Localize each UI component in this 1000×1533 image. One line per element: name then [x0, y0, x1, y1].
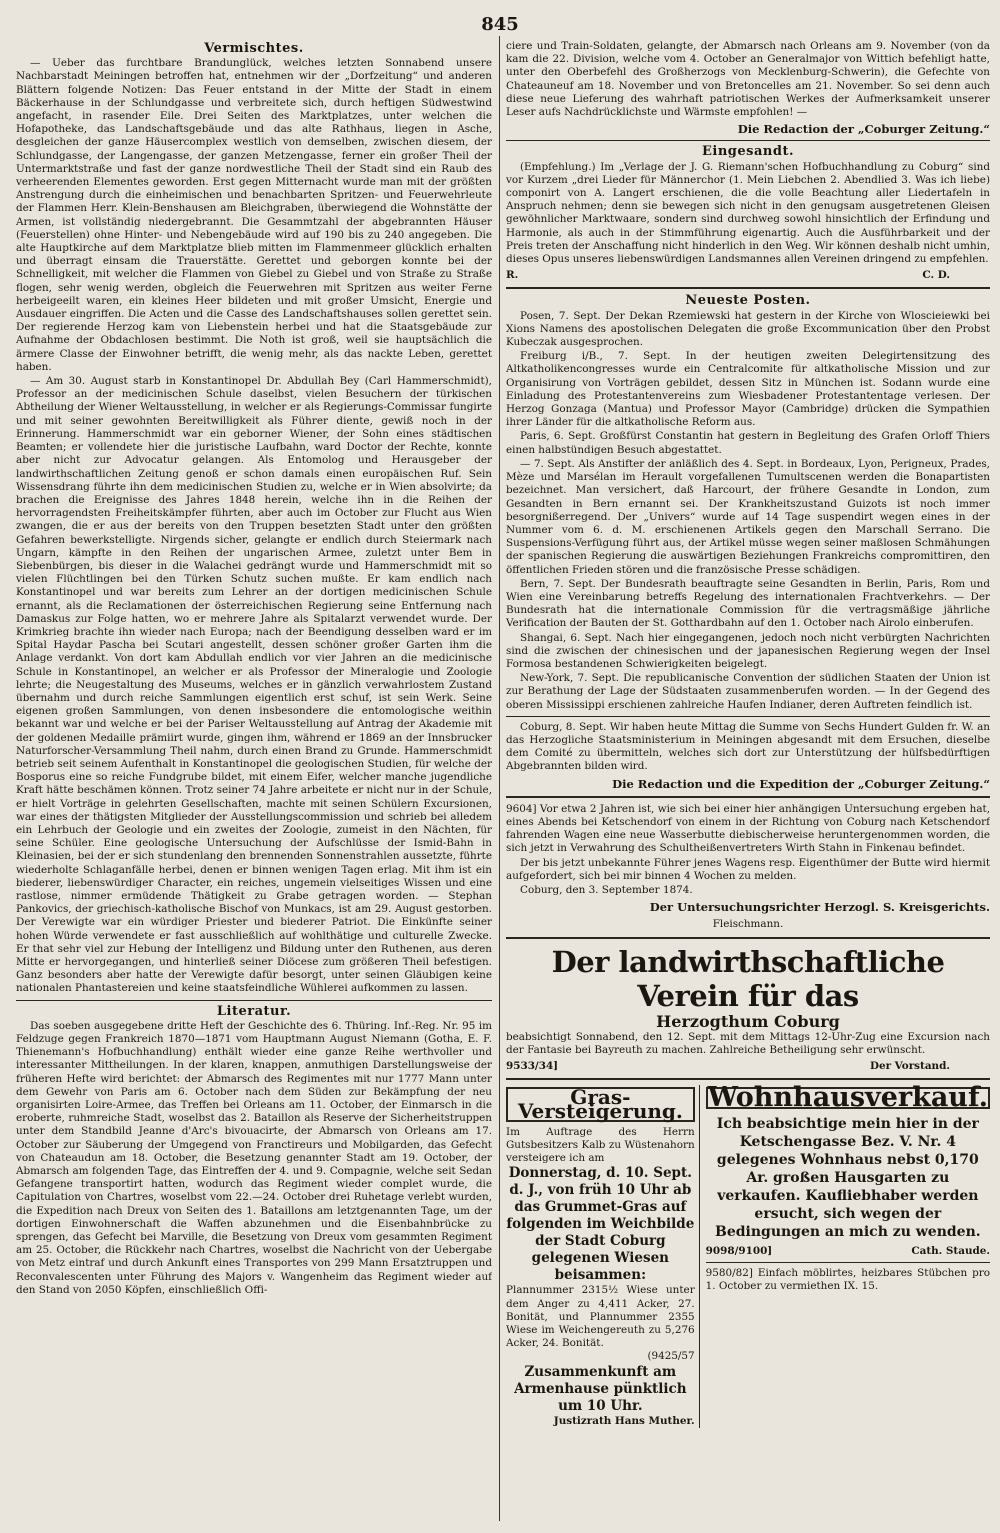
section-heading-posten: Neueste Posten.: [685, 293, 811, 309]
sig-left: R.: [506, 269, 519, 282]
ad-gras-meet: Zusammenkunft am Armenhause pünktlich um 10 Uhr.: [514, 1363, 687, 1414]
ad-gras-big: Donnerstag, d. 10. Sept. d. J., von früh 10 Uhr ab das Grummet-Gras auf folgenden im Weichbilde der Stadt Coburg gelegenen Wiesen beisammen:: [506, 1165, 695, 1284]
article-continuation: ciere und Train-Soldaten, gelangte, der Abmarsch nach Orleans am 9. November (von da kam die 22. Division, welche vom 4. October an Generalmajor von Wittich befehligt hatte, unter den Oberbefehl des Großherzogs von Mecklenburg-Schwerin), die Gefechte von Chateauneuf am 18. November und von Bretoncelles am 21. November. So sei denn auch diese neue Lieferung des wahrhaft patriotischen Werkes der Aufmerksamkeit unserer Leser aufs Nachdrücklichste und Wärmste empfohlen! —: [506, 40, 990, 119]
section-rule: [506, 796, 990, 798]
ad-gras: [506, 1085, 700, 1427]
ad-verein-text: beabsichtigt Sonnabend, den 12. Sept. mit dem Mittags 12-Uhr-Zug eine Excursion nach der Fantasie bei Bayreuth zu machen. Zahlreiche Betheiligung sehr erwünscht.: [506, 1030, 990, 1056]
ad-wohnhaus-title: Wohnhausverkauf.: [707, 1082, 988, 1114]
ad-wohnhaus-signature: Cath. Staude.: [911, 1244, 990, 1257]
news-item: Shangai, 6. Sept. Nach hier eingegangenen, jedoch noch nicht verbürgten Nachrichten sind die zwischen der chinesischen und der japanesischen Regierung wegen der Insel Formosa bestandenen Schwierigkeiten beigelegt.: [506, 631, 990, 670]
news-item: — 7. Sept. Als Anstifter der anläßlich des 4. Sept. in Bordeaux, Lyon, Perigneux, Prades, Mèze und Marsélan im Herault vorgefallenen Tumultscenen werden die Bonapartisten bezeichnet. Man versichert, daß Harcourt, der frühere Gesandte in London, zum Gesandten in Bern ernannt sei. Der Krankheitszustand Guizots ist noch immer besorgnißerregend. Der „Univers“ wurde auf 14 Tage suspendirt wegen eines in der Nummer vom 6. d. M. erschienenen Artikels gegen den Marschall Serrano. Die Suspensions-Verfügung führt aus, der Artikel müsse wegen seiner maßlosen Schmähungen der spanischen Regierung die auswärtigen Beziehungen Frankreichs compromittiren, den öffentlichen Frieden stören und die französische Presse schädigen.: [506, 457, 990, 576]
eingesandt-text: (Empfehlung.) Im „Verlage der J. G. Riemann'schen Hofbuchhandlung zu Coburg“ sind vor Kurzem „drei Lieder für Männerchor (1. Mein Liebchen 2. Abendlied 3. Was ich liebe) componirt von A. Langert erschienen, die die volle Beachtung aller Liedertafeln in Anspruch nehmen; denn sie bewegen sich nicht in den genugsam ausgetretenen Gleisen gewöhnlicher Marktwaare, sondern sind durchweg sowohl hinsichtlich der Erfindung und Harmonie, als auch in der Stimmführung eigenartig. Auch die Ausführbarkeit und der Preis treten der Anschaffung nicht hinderlich in den Weg. Wir können deshalb nicht umhin, dieses Opus unseres liebenswürdigen Landsmannes allen Vereinen dringend zu empfehlen.: [506, 160, 990, 266]
section-rule: [16, 1000, 492, 1001]
news-item: Paris, 6. Sept. Großfürst Constantin hat gestern in Begleitung des Grafen Orloff Thiers einen halbstündigen Besuch abgestattet.: [506, 430, 990, 456]
ad-wasserbutte-signature: Der Untersuchungsrichter Herzogl. S. Kreisgerichts.: [649, 900, 990, 915]
article-paragraph: Das soeben ausgegebene dritte Heft der Geschichte des 6. Thüring. Inf.-Reg. Nr. 95 im Feldzuge gegen Frankreich 1870—1871 vom Hauptmann August Niemann (Gotha, E. F. Thienemann's Hofbuchhandlung) enthält wieder eine ganze Reihe werthvoller und interessanter Mittheilungen. In der klaren, knappen, anmuthigen Darstellungsweise der früheren Hefte wird berichtet: der Abmarsch des Regimentes mit nur 1777 Mann unter dem Gewehr von Paris am 6. October nach dem Süden zur Bekämpfung der neu organisirten Loire-Armee, das Treffen bei Orleans am 11. October, der Einmarsch in die eroberte, ruhmreiche Stadt, woselbst das 2. Bataillon als Reserve der Sicherheitstruppen unter dem Standbild Jeanne d'Arc's bivouacirte, der Abmarsch von Orleans am 17. October zur Säuberung der Umgegend von Franctireurs und Mobilgarden, das Gefecht von Chateaudun am 18. October, die Besetzung genannter Stadt am 19. October, der Abmarsch am folgenden Tage, das Eintreffen der 4. und 9. Compagnie, welche seit Sedan Gefangene transportirt hatten, wodurch das Regiment wieder complet wurde, die Capitulation von Chartres, woselbst vom 22.—24. October drei Ruhetage verlebt wurden, die Expedition nach Dreux von Seiten des 1. Bataillons am letztgenannten Tage, um der dortigen Einwohnerschaft die Waffen abzunehmen und die Eisenbahnbrücke zu sprengen, das Gefecht bei Marville, die Besetzung von Dreux vom gesammten Regiment am 25. October, die Rückkehr nach Chartres, woselbst die Nachricht von der Uebergabe von Metz eintraf und durch Ankunft eines Transportes von 299 Mann Ersatztruppen und Reconvalescenten unter Führung des Majors v. Wangenheim das Regiment wieder auf den Stand von 2050 Köpfen, einschließlich Offi-: [16, 1019, 492, 1296]
ad-verein-ref: 9533/34]: [506, 1060, 559, 1073]
column-divider: [499, 36, 500, 1521]
ad-row: [506, 1082, 990, 1427]
page-number: 845: [481, 14, 519, 35]
news-item: New-York, 7. Sept. Die republicanische Convention der südlichen Staaten der Union ist zur Berathung der Lage der Südstaaten zusammenberufen worden. — In der Gegend des oberen Mississippi erschienen zahlreiche Haufen Indianer, deren Auftreten feindlich ist.: [506, 672, 990, 711]
ad-wohnhaus: [705, 1082, 990, 1427]
section-rule: [706, 1262, 990, 1263]
right-column: [506, 40, 990, 1518]
news-item: Bern, 7. Sept. Der Bundesrath beauftragte seine Gesandten in Berlin, Paris, Rom und Wien eine Vereinbarung betreffs Regelung des internationalen Frachtverkehrs. — Der Bundesrath hat die internationale Commission für die vertragsmäßige jährliche Verification der Bauten der St. Gotthardbahn auf den 1. October nach Airolo einberufen.: [506, 577, 990, 630]
ad-verein-footer: [506, 1060, 990, 1073]
ad-verein-title: Der landwirthschaftliche Verein für das: [551, 944, 945, 1013]
section-rule: [506, 716, 990, 717]
article-paragraph: — Ueber das furchtbare Brandunglück, welches letzten Sonnabend unsere Nachbarstadt Meiningen betroffen hat, entnehmen wir der „Dorfzeitung“ und anderen Blättern folgende Notizen: Das Feuer entstand in der Mitte der Stadt in einem Bäckerhause in der Schlundgasse und verbreitete sich, durch heftigen Südwestwind angefacht, in rasender Eile. Drei Seiten des Marktplatzes, unter welchen die Hofapotheke, das Landschaftsgebäude und das alte Rathhaus, liegen in Asche, desgleichen der ganze Häusercomplex westlich von demselben, zwischen diesem, der Schlundgasse, der Langengasse, der ganzen Metzengasse, ferner ein großer Theil der Untermarktstraße und fast der ganze nordwestliche Theil der Stadt sind ein Raub des verheerenden Elementes geworden. Erst gegen Mitternacht wurde man mit der größten Anstrengung durch die einheimischen und benachbarten Spritzen- und Feuerwehrleute der Flammen Herr. Klein-Benshausen am Bleichgraben, überwiegend die Wohnstätte der Armen, ist vollständig niedergebrannt. Die Gesammtzahl der abgebrannten Häuser (Feuerstellen) ohne Hinter- und Nebengebäude wird auf 190 bis zu 240 angegeben. Die alte Hauptkirche auf dem Marktplatze blieb mitten im Flammenmeer glücklich erhalten und überragt einsam die Trauerstätte. Gerettet und geborgen konnte bei der Schnelligkeit, mit welcher die Flammen von Giebel zu Giebel und von Straße zu Straße flogen, sehr wenig werden, obgleich die Feuerwehren mit Spritzen aus weiter Ferne herbeigeeilt waren, ein kleines Heer bildeten und mit großer Umsicht, Energie und Ausdauer eingriffen. Die Acten und die Casse des Landschaftshauses sollen gerettet sein. Der regierende Herzog kam von Liebenstein herbei und hat die Staatsgebäude zur Aufnahme der Obdachlosen bestimmt. Die Noth ist groß, weil sie hauptsächlich die ärmere Classe der Einwohner betrifft, die wenig mehr, als das nackte Leben, gerettet haben.: [16, 57, 492, 373]
ad-gras-signature: Justizrath Hans Muther.: [553, 1414, 695, 1427]
left-column: [16, 40, 492, 1518]
editor-signature: Die Redaction der „Coburger Zeitung.“: [737, 122, 990, 137]
ad-verein-signature: Der Vorstand.: [869, 1060, 950, 1073]
section-rule: [506, 1078, 990, 1080]
section-rule: [506, 140, 990, 141]
ad-verein-subtitle: Herzogthum Coburg: [656, 1011, 840, 1031]
ad-wohnhaus-ref: 9098/9100]: [705, 1244, 773, 1257]
ad-wasserbutte-name: Fleischmann.: [712, 918, 784, 931]
ad-wasserbutte-text2: Der bis jetzt unbekannte Führer jenes Wagens resp. Eigenthümer der Butte wird hiermit aufgefordert, sich bei mir binnen 4 Wochen zu melden.: [506, 856, 990, 882]
ad-wasserbutte-date: Coburg, den 3. September 1874.: [520, 883, 693, 896]
ad-gras-text: Im Auftrage des Herrn Gutsbesitzers Kalb zu Wüstenahorn versteigere ich am: [506, 1125, 695, 1165]
section-heading-eingesandt: Eingesandt.: [702, 144, 794, 160]
news-item: Posen, 7. Sept. Der Dekan Rzemiewski hat gestern in der Kirche von Wloscieiewki bei Xions Namens des apostolischen Delegaten die große Excommunication über den Probst Kubeczak ausgesprochen.: [506, 309, 990, 349]
coburg-signature: Die Redaction und die Expedition der „Coburger Zeitung.“: [612, 776, 990, 791]
ad-wohnhaus-footer: [706, 1245, 990, 1258]
section-rule: [506, 937, 990, 939]
ad-stuebchen-text: 9580/82] Einfach möblirtes, heizbares Stübchen pro 1. October zu vermiethen IX. 15.: [705, 1266, 990, 1293]
section-heading-literatur: Literatur.: [216, 1003, 292, 1019]
ad-wasserbutte-text: 9604] Vor etwa 2 Jahren ist, wie sich bei einer hier anhängigen Untersuchung ergeben hat, eines Abends bei Ketschendorf von einem in der Richtung von Coburg nach Ketschendorf fahrenden Wagen eine neue Wasserbutte diebischerweise heruntergenommen worden, die sich jetzt in Verwahrung des Schultheißenvertreters Wirth Stahn in Finkenau befindet.: [506, 802, 990, 855]
ad-gras-title: Gras-Versteigerung.: [506, 1087, 695, 1121]
sig-right: C. D.: [922, 269, 950, 282]
ad-wohnhaus-text: Ich beabsichtige mein hier in der Ketschengasse Bez. V. Nr. 4 gelegenes Wohnhaus nebst 0,170 Ar. großen Hausgarten zu verkaufen. Kaufliebhaber werden ersucht, sich wegen der Bedingungen an mich zu wenden.: [715, 1115, 981, 1240]
ad-gras-ref: (9425/57: [647, 1350, 695, 1363]
eingesandt-signature: [506, 269, 990, 282]
section-heading-vermischtes: Vermischtes.: [204, 41, 304, 56]
news-item: Freiburg i/B., 7. Sept. In der heutigen zweiten Delegirtensitzung des Altkatholikencongresses wurde ein Centralcomite für altkatholische Mission und zur Organisirung von Vorträgen gebildet, dessen Sitz in München ist. Sodann wurde eine Einladung des Protestantenvereins zum Wiesbadener Protestantentage verlesen. Der Herzog Gonzaga (Mantua) und Professor Mayor (Cambridge) drücken die Sympathien ihrer Länder für die altkatholische Reform aus.: [506, 350, 990, 429]
coburg-notice: Coburg, 8. Sept. Wir haben heute Mittag die Summe von Sechs Hundert Gulden fr. W. an das Herzogliche Staatsministerium in Meiningen abgesandt mit dem Ersuchen, dieselbe dem Comité zu übermitteln, welches sich dort zur Unterstützung der hülfsbedürftigen Abgebrannten bilden wird.: [506, 720, 990, 773]
section-rule: [506, 287, 990, 289]
article-paragraph: — Am 30. August starb in Konstantinopel Dr. Abdullah Bey (Carl Hammerschmidt), Professor an der medicinischen Schule daselbst, vielen Besuchern der türkischen Abtheilung der Wiener Weltausstellung, in welcher er als Regierungs-Commissar fungirte und mit seiner gewohnten Bereitwilligkeit als Führer diente, gewiß noch in der Erinnerung. Hammerschmidt war ein geborner Wiener, der Sohn eines städtischen Beamten; er vollendete hier die juristische Laufbahn, ward Doctor der Rechte, konnte aber nicht zur Advocatur gelangen. Als Entomolog und Herausgeber der landwirthschaftlichen Zeitung genoß er schon damals einen europäischen Ruf. Sein Wissensdrang führte ihn dem medicinischen Studien zu, welche er in Wien absolvirte; da brachen die Ereignisse des Jahres 1848 herein, welche ihn in die Reihen der hervorragendsten Freiheitskämpfer führten, aber auch im October zur Flucht aus Wien zwangen, die er aus der bereits von den Truppen besetzten Stadt unter den größten Gefahren bewerkstelligte. Nirgends sicher, gelangte er endlich durch Steiermark nach Ungarn, kämpfte in den Reihen der ungarischen Armee, zuletzt unter Bem in Siebenbürgen, bis dieser in die Walachei gedrängt wurde und Hammerschmidt mit so vielen Flüchtlingen bei den Türken Schutz suchen mußte. Er kam endlich nach Konstantinopel und war bereits zum Lehrer an der dortigen medicinischen Schule ernannt, als die Reclamationen der österreichischen Regierung seine Entfernung nach Damaskus zur Folge hatten, wo er mehrere Jahre als Spitalarzt verwendet wurde. Der Krimkrieg brachte ihn wieder nach Europa; nach der Beendigung desselben ward er im Spital Haydar Pascha bei Scutari angestellt, dessen schöner großer Garten ihm die Anlage verdankt. Von dort kam Abdullah endlich vor vier Jahren an die medicinische Schule in Konstantinopel, an welcher er als Professor der Mineralogie und Zoologie lehrte; die Neugestaltung des Museums, welches er in gänzlich verwahrlostem Zustand übernahm und durch reiche Sammlungen eigentlich erst schuf, ist sein Werk. Seine eigenen großen Sammlungen, von denen insbesondere die entomologische weithin bekannt war und welche er bei der Pariser Weltausstellung auf Antrag der Akademie mit der goldenen Medaille prämiirt wurde, gingen ihm, während er 1869 an der Innsbrucker Naturforscher-Versammlung Theil nahm, durch einen Brand zu Grunde. Hammerschmidt betrieb seit seinem Aufenthalt in Konstantinopel die geologischen Studien, für welche der Bosporus eine so reiche Fundgrube bildet, mit einem Eifer, welcher manche jugendliche Kraft hätte beschämen können. Trotz seiner 74 Jahre arbeitete er nicht nur in der Schule, er hielt Vorträge in gelehrten Gesellschaften, machte mit seinen Schülern Excursionen, war eines der thätigsten Mitglieder der Ausstellungscommission und schrieb bei alledem ein Lehrbuch der Geologie und ein zweites der Zoologie, zumeist in den Nächten, für seine Schüler. Eine geologische Untersuchung der Aufschlüsse der Ismid-Bahn in Kleinasien, bei der er sich stundenlang den brennenden Sonnenstrahlen aussetzte, führte wiederholte Schlaganfälle herbei, denen er binnen wenigen Tagen erlag. Mit ihm ist ein biederer, liebenswürdiger Character, ein reiches, ungemein vielseitiges Wissen und eine rastlose, nimmer ermüdende Thätigkeit zu Grabe getragen worden. — Stephan Pankovics, der griechisch-katholische Bischof von Munkacs, ist am 29. August gestorben. Der Verewigte war ein würdiger Priester und biederer Patriot. Die Einkünfte seiner hohen Würde verwendete er fast ausschließlich auf wohlthätige und culturelle Zwecke. Er that sehr viel zur Hebung der Intelligenz und Bildung unter den Ruthenen, aus deren Mitte er hervorgegangen, und hinterließ seiner Diöcese zum größeren Theil befestigen. Ganz besonders aber hatte der Verewigte dafür besorgt, unter seinen Gläubigen keine nationalen Phantastereien und keine staatsfeindliche Wühlerei aufkommen zu lassen.: [16, 375, 492, 995]
ad-gras-items: Plannummer 2315½ Wiese unter dem Anger zu 4,411 Acker, 27. Bonität, und Plannummer 2355 Wiese im Weichengereuth zu 5,276 Acker, 24. Bonität.: [506, 1284, 695, 1350]
